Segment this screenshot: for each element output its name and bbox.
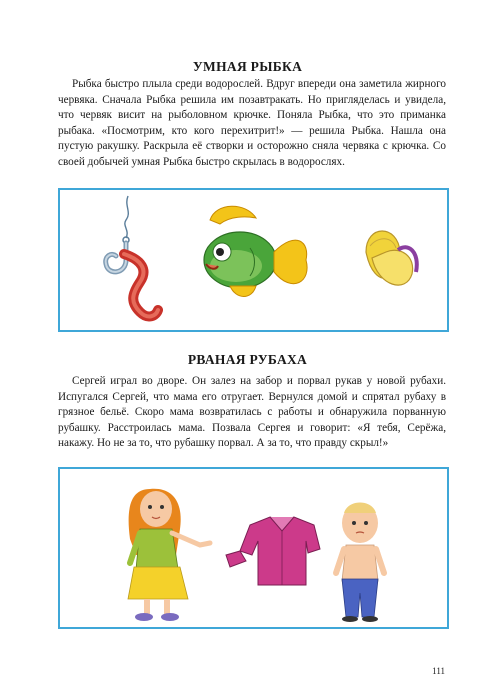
shirt-story-illustration (60, 469, 447, 627)
page-number: 111 (432, 666, 445, 676)
story-text-smart-fish: Рыбка быстро плыла среди водорослей. Вдруг впереди она заметила жирного червяка. Сначала Рыбка решила им позавтракать. Но пригляделась и увидела, что червяк висит на рыболовном крючке. Поняла Рыбка, что это приманка рыбака. «Посмотрим, кто кого перехитрит!» — решила Рыбка. Нашла она пустую ракушку. Раскрыла её створки и осторожно сняла червяка с крючка. Со своей добычей умная Рыбка быстро скрылась в водорослях. (58, 78, 446, 168)
torn-shirt-icon (226, 517, 320, 585)
fish-icon (204, 206, 307, 296)
story-title-smart-fish: УМНАЯ РЫБКА (192, 59, 303, 74)
fish-story-illustration (60, 190, 447, 330)
illustration-frame-shirt (58, 467, 449, 629)
story-title-torn-shirt: РВАНАЯ РУБАХА (187, 352, 308, 367)
shell-icon (366, 231, 417, 285)
story-text-torn-shirt: Сергей играл во дворе. Он залез на забор и порвал рукав у новой рубахи. Испугался Сергей, что мама его отругает. Вернулся домой и спрятал рубаху в грязное бельё. Скоро мама возвратилась с работы и обнаружила порванную рубашку. Расстроилась мама. Позвала Сергея и говорит: «Я тебя, Серёжа, накажу. Но не за то, что рубашку порвал. А за то, что правду скрыл!» (58, 375, 446, 450)
hook-worm-icon (106, 196, 158, 316)
boy-figure-icon (336, 503, 384, 623)
illustration-frame-fish (58, 188, 449, 332)
mother-figure-icon (128, 489, 210, 621)
